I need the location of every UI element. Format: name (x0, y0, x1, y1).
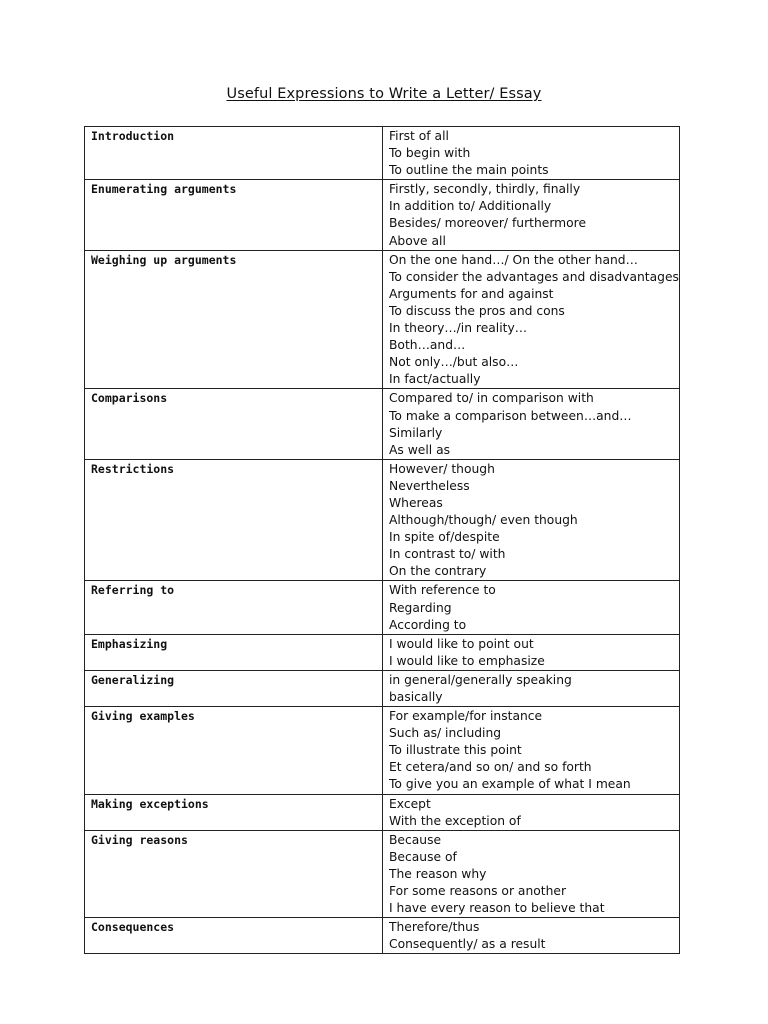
expression-item: The reason why (389, 866, 487, 881)
expression-item: Compared to/ in comparison with (389, 391, 594, 406)
expression-item: I would like to point out (389, 636, 534, 651)
expression-item: On the contrary (389, 564, 487, 579)
table-row (85, 459, 680, 581)
expression-item: With reference to (389, 583, 496, 598)
category-cell: Generalizing (85, 670, 383, 706)
expression-item: In fact/actually (389, 372, 481, 387)
table-body (85, 127, 680, 954)
expression-item: Firstly, secondly, thirdly, finally (389, 182, 581, 197)
table-row (85, 670, 680, 706)
category-cell: Emphasizing (85, 634, 383, 670)
expression-item: To consider the advantages and disadvantages (389, 269, 679, 284)
expression-item: basically (389, 690, 443, 704)
expression-item: Because (389, 832, 442, 847)
table-row (85, 634, 680, 670)
expression-item: To outline the main points (389, 163, 549, 178)
expression-item: Not only…/but also… (389, 355, 519, 370)
expressions-cell (383, 250, 680, 389)
table-row (85, 180, 680, 250)
expressions-cell (383, 180, 680, 250)
table-row (85, 250, 680, 389)
category-cell: Restrictions (85, 459, 383, 581)
expressions-cell (383, 634, 680, 670)
expression-item: Regarding (389, 600, 452, 615)
expression-item: For example/for instance (389, 709, 543, 724)
expressions-cell (383, 389, 680, 459)
expression-item: In addition to/ Additionally (389, 199, 552, 214)
table-row (85, 918, 680, 954)
expression-item: To begin with (389, 146, 471, 161)
page-title: Useful Expressions to Write a Letter/ Essay (226, 86, 542, 102)
expression-item: Therefore/thus (389, 920, 480, 935)
expressions-cell (383, 670, 680, 706)
expression-item: For some reasons or another (389, 884, 567, 899)
category-cell: Comparisons (85, 389, 383, 459)
category-cell: Consequences (85, 918, 383, 954)
expression-item: Arguments for and against (389, 286, 554, 301)
expressions-cell (383, 127, 680, 180)
category-cell: Enumerating arguments (85, 180, 383, 250)
expressions-cell (383, 707, 680, 794)
expression-item: Et cetera/and so on/ and so forth (389, 760, 592, 775)
expression-item: According to (389, 617, 467, 632)
expressions-cell (383, 459, 680, 581)
category-cell: Weighing up arguments (85, 250, 383, 389)
expression-item: In spite of/despite (389, 530, 500, 545)
category-cell: Referring to (85, 581, 383, 634)
expression-item: Whereas (389, 495, 443, 510)
expressions-cell (383, 794, 680, 830)
expression-item: First of all (389, 129, 449, 143)
expression-item: Such as/ including (389, 726, 502, 741)
category-cell: Giving examples (85, 707, 383, 794)
category-cell: Giving reasons (85, 830, 383, 917)
category-cell: Making exceptions (85, 794, 383, 830)
expressions-cell (383, 918, 680, 954)
expression-item: I would like to emphasize (389, 653, 545, 668)
category-cell: Introduction (85, 127, 383, 180)
expression-item: To discuss the pros and cons (389, 303, 565, 318)
table-row (85, 707, 680, 794)
expression-item: Although/though/ even though (389, 513, 578, 528)
expression-item: Similarly (389, 425, 443, 440)
expression-item: in general/generally speaking (389, 672, 572, 687)
expression-item: Because of (389, 849, 457, 864)
table-row (85, 581, 680, 634)
table-row (85, 830, 680, 917)
expression-item: Nevertheless (389, 478, 470, 493)
expression-item: As well as (389, 442, 451, 457)
expressions-cell (383, 581, 680, 634)
expression-item: To give you an example of what I mean (389, 777, 631, 792)
expression-item: On the one hand…/ On the other hand… (389, 252, 638, 267)
expression-item: In theory…/in reality… (389, 321, 528, 336)
expression-item: With the exception of (389, 813, 521, 828)
expression-item: Except (389, 796, 431, 811)
table-row (85, 389, 680, 459)
expression-item: Both…and… (389, 338, 466, 353)
expression-item: Besides/ moreover/ furthermore (389, 216, 587, 231)
expressions-cell (383, 830, 680, 917)
expression-item: I have every reason to believe that (389, 901, 605, 916)
expression-item: However/ though (389, 461, 495, 476)
table-row (85, 127, 680, 180)
table-row (85, 794, 680, 830)
expression-item: In contrast to/ with (389, 547, 506, 562)
expression-item: To illustrate this point (389, 743, 522, 758)
expressions-table (84, 126, 680, 954)
expression-item: To make a comparison between…and… (389, 408, 632, 423)
expression-item: Above all (389, 233, 446, 248)
expression-item: Consequently/ as a result (389, 937, 546, 952)
